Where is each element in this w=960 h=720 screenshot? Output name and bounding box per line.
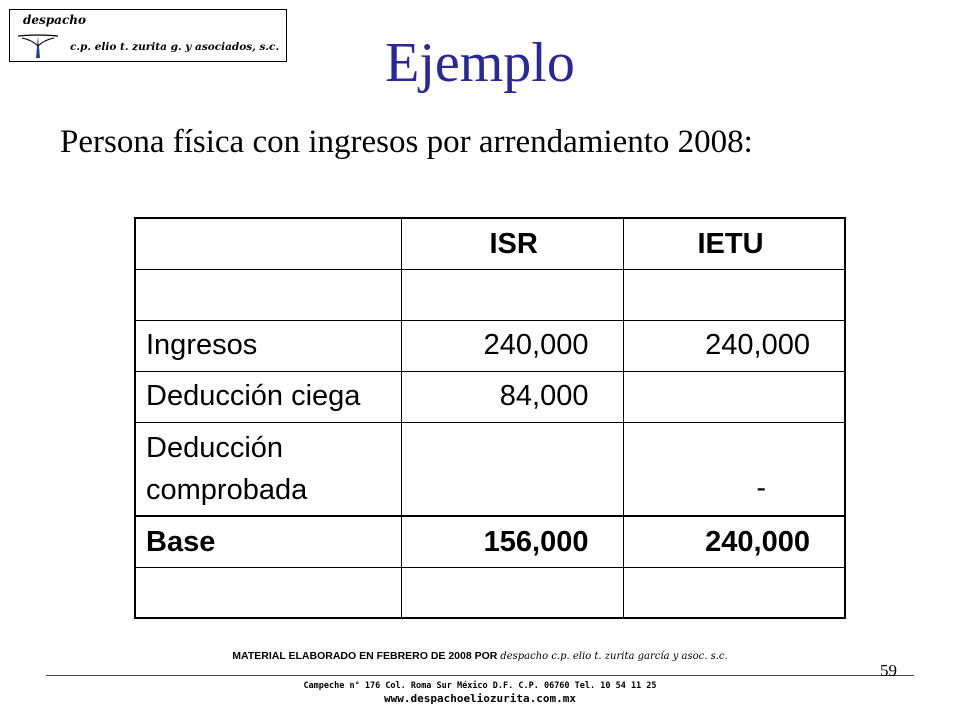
header-cell-ietu: IETU <box>623 218 845 269</box>
table-cell <box>135 269 401 320</box>
table-cell: 240,000 <box>623 516 845 567</box>
table-cell <box>623 371 845 422</box>
footer-note-prefix: MATERIAL ELABORADO EN FEBRERO DE 2008 POR <box>232 650 498 662</box>
footer-website: www.despachoeliozurita.com.mx <box>383 692 577 705</box>
footer-address: Campeche n° 176 Col. Roma Sur México D.F. C.P. 06760 Tel. 10 54 11 25 <box>303 681 657 691</box>
page-number: 59 <box>880 661 897 680</box>
table-cell: 84,000 <box>401 371 623 422</box>
slide-subtitle: Persona física con ingresos por arrendamiento 2008: <box>60 124 753 160</box>
table-row-base <box>135 516 845 567</box>
footer-note <box>0 650 960 662</box>
table-cell <box>623 567 845 618</box>
footer-note-firm: despacho c.p. elio t. zurita garcía y asoc. s.c. <box>500 651 728 662</box>
header-cell <box>135 218 401 269</box>
table-cell: 156,000 <box>401 516 623 567</box>
slide-title: Ejemplo <box>385 32 575 94</box>
table-cell <box>401 422 623 516</box>
footer-divider <box>46 675 914 676</box>
row-label-base: Base <box>135 516 401 567</box>
table-header-row <box>135 218 845 269</box>
row-label-ingresos: Ingresos <box>135 320 401 371</box>
table-cell: 240,000 <box>401 320 623 371</box>
table-cell <box>623 269 845 320</box>
table-cell: 240,000 <box>623 320 845 371</box>
logo-subtitle-text: c.p. elio t. zurita g. y asociados, s.c. <box>70 41 280 53</box>
comparison-table <box>134 217 846 619</box>
table-cell <box>135 567 401 618</box>
table-row <box>135 269 845 320</box>
table-row <box>135 567 845 618</box>
table-row <box>135 422 845 516</box>
logo-brand-text: despacho <box>23 13 86 27</box>
row-label-deduccion-ciega: Deducción ciega <box>135 371 401 422</box>
header-cell-isr: ISR <box>401 218 623 269</box>
table-cell <box>401 567 623 618</box>
table-cell: - <box>623 422 845 516</box>
table-row <box>135 371 845 422</box>
table-row <box>135 320 845 371</box>
table-cell <box>401 269 623 320</box>
row-label-deduccion-comprobada: Deducción comprobada <box>135 422 401 516</box>
